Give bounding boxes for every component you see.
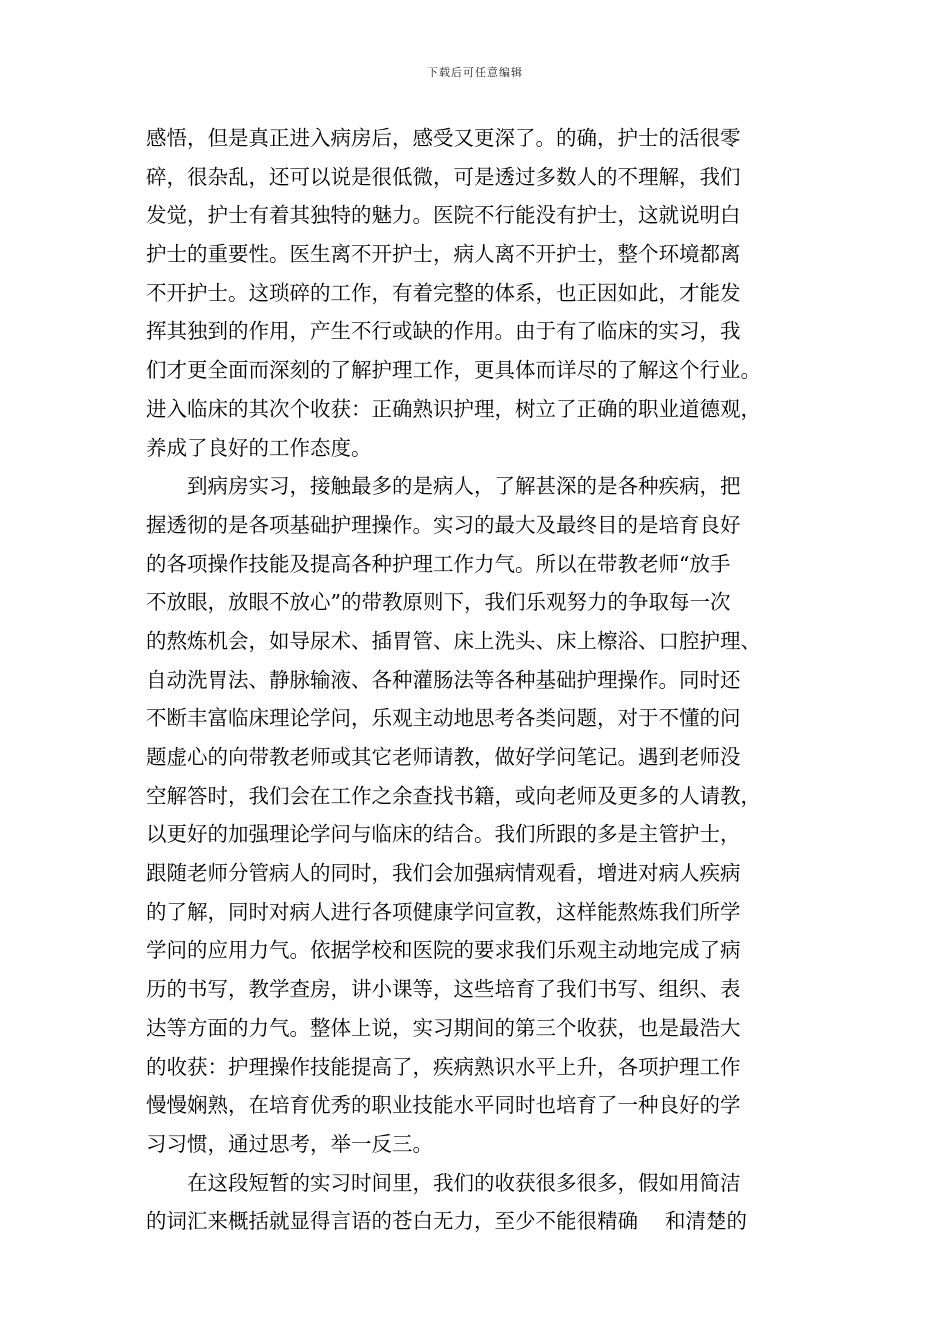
text-line: 题虚心的向带教老师或其它老师请教，做好学问笔记。遇到老师没 [146, 745, 741, 769]
text-line: 慢慢娴熟，在培育优秀的职业技能水平同时也培育了一种良好的学 [146, 1093, 741, 1118]
text-line: 护士的重要性。医生离不开护士，病人离不开护士，整个环境都离 [146, 242, 741, 267]
text-line: 发觉，护士有着其独特的魅力。医院不行能没有护士，这就说明白 [146, 203, 741, 228]
page-header: 下载后可任意编辑 [427, 66, 523, 79]
text-line: 空解答时，我们会在工作之余查找书籍，或向老师及更多的人请教， [146, 783, 761, 808]
text-line: 不断丰富临床理论学问，乐观主动地思考各类问题，对于不懂的问 [146, 706, 741, 731]
text-line: 不放眼，放眼不放心”的带教原则下，我们乐观努力的争取每一次 [146, 590, 731, 615]
text-line: 的各项操作技能及提高各种护理工作力气。所以在带教老师“放手 [146, 551, 731, 576]
text-line: 达等方面的力气。整体上说，实习期间的第三个收获，也是最浩大 [146, 1015, 741, 1040]
body-text [146, 119, 818, 1241]
text-line: 习习惯，通过思考，举一反三。 [146, 1131, 433, 1156]
text-line: 挥其独到的作用，产生不行或缺的作用。由于有了临床的实习，我 [146, 319, 741, 344]
text-line: 自动洗胃法、静脉输液、各种灌肠法等各种基础护理操作。同时还 [146, 667, 741, 692]
text-line: 养成了良好的工作态度。 [146, 435, 372, 460]
text-line: 进入临床的其次个收获：正确熟识护理，树立了正确的职业道德观， [146, 396, 761, 421]
text-line: 在这段短暂的实习时间里，我们的收获很多很多，假如用简洁 [187, 1170, 741, 1195]
text-line: 们才更全面而深刻的了解护理工作，更具体而详尽的了解这个行业。 [146, 358, 761, 383]
text-line: 跟随老师分管病人的同时，我们会加强病情观看，增进对病人疾病 [146, 861, 741, 886]
text-line: 学问的应用力气。依据学校和医院的要求我们乐观主动地完成了病 [146, 938, 741, 963]
text-line: 感悟，但是真正进入病房后，感受又更深了。的确，护士的活很零 [146, 126, 741, 150]
text-line: 以更好的加强理论学问与临床的结合。我们所跟的多是主管护士， [146, 822, 741, 847]
text-line: 到病房实习，接触最多的是病人，了解甚深的是各种疾病，把 [187, 474, 741, 499]
text-line: 的熬炼机会，如导尿术、插胃管、床上洗头、床上檫浴、口腔护理、 [146, 628, 761, 653]
text-line: 不开护士。这琐碎的工作，有着完整的体系，也正因如此，才能发 [146, 280, 741, 305]
text-line: 的词汇来概括就显得言语的苍白无力，至少不能很精确 和清楚的 [146, 1209, 748, 1234]
text-line: 的了解，同时对病人进行各项健康学问宣教，这样能熬炼我们所学 [146, 899, 741, 924]
text-line: 握透彻的是各项基础护理操作。实习的最大及最终目的是培育良好 [146, 512, 741, 537]
text-line: 的收获：护理操作技能提高了，疾病熟识水平上升，各项护理工作 [146, 1054, 741, 1079]
text-line: 历的书写，教学查房，讲小课等，这些培育了我们书写、组织、表 [146, 977, 741, 1002]
text-line: 碎，很杂乱，还可以说是很低微，可是透过多数人的不理解，我们 [146, 164, 741, 189]
